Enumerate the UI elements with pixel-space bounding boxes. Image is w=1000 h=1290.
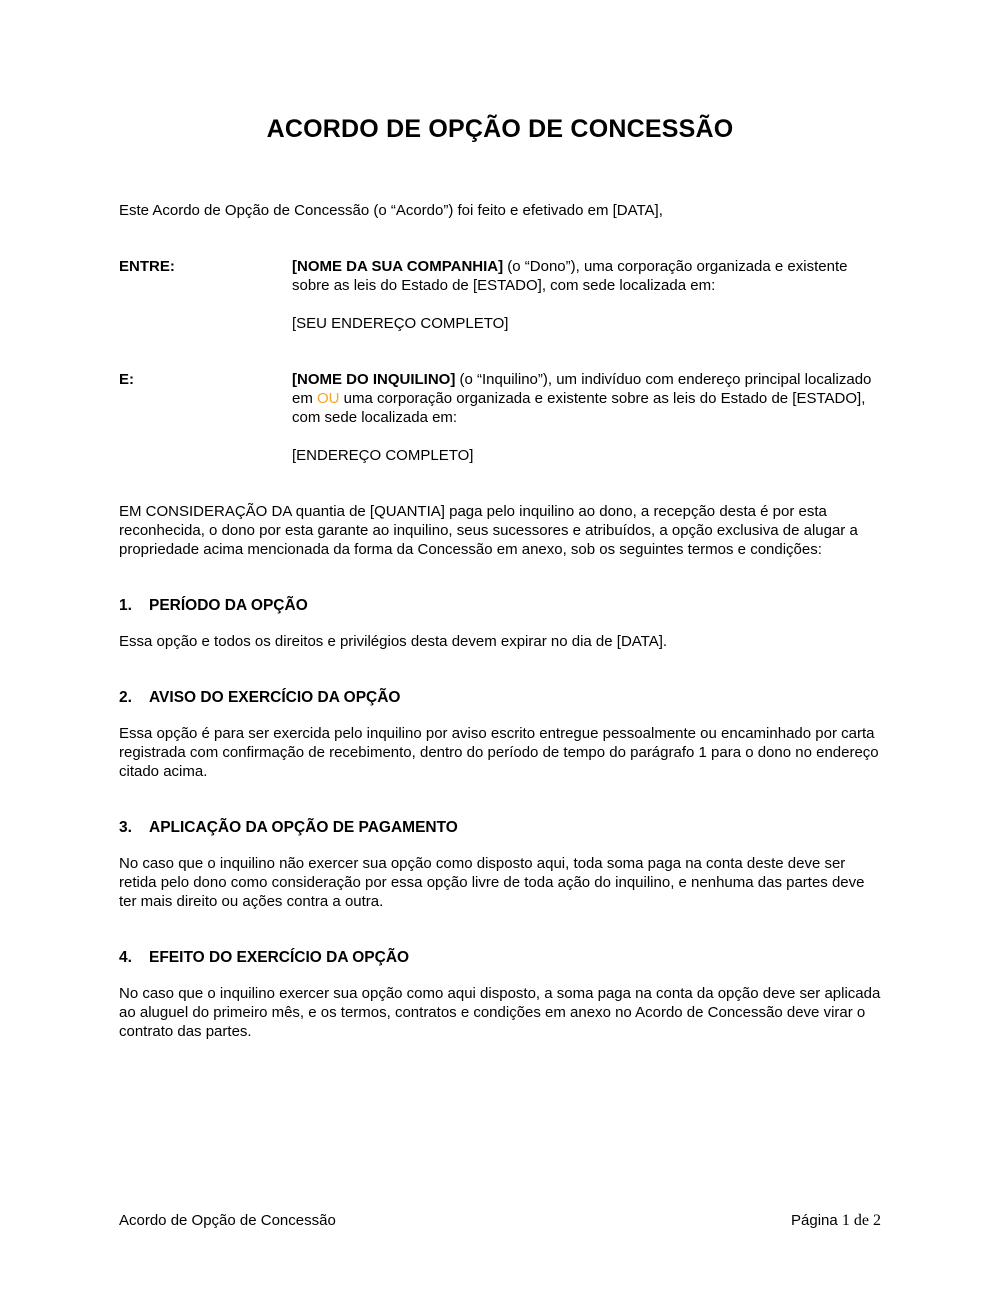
- section-4-title: EFEITO DO EXERCÍCIO DA OPÇÃO: [149, 949, 410, 966]
- party-description: [292, 370, 881, 427]
- section-4-heading: [119, 948, 881, 967]
- intro-paragraph: Este Acordo de Opção de Concessão (o “Acordo”) foi feito e efetivado em [DATA],: [119, 202, 663, 219]
- section-3-title: APLICAÇÃO DA OPÇÃO DE PAGAMENTO: [149, 819, 458, 836]
- tenant-name-placeholder: [NOME DO INQUILINO]: [292, 371, 456, 388]
- section-4-number: 4.: [119, 949, 132, 966]
- ou-highlight: OU: [317, 390, 340, 407]
- party-block-entre: [119, 257, 881, 333]
- section-1-heading: [119, 596, 881, 615]
- party-block-e: [119, 370, 881, 465]
- section-1-title: PERÍODO DA OPÇÃO: [149, 597, 308, 614]
- party-label-e: E:: [119, 371, 134, 388]
- section-2-heading: [119, 688, 881, 707]
- party-description-text: (o “Dono”), uma corporação organizada e existente sobre as leis do Estado de [ESTADO], com sede localizada em:: [292, 258, 848, 294]
- party-content-entre: [292, 257, 881, 333]
- section-3-number: 3.: [119, 819, 132, 836]
- tenant-address-placeholder: [ENDEREÇO COMPLETO]: [292, 447, 474, 464]
- party-description: [292, 257, 881, 295]
- footer-page-label: Página: [791, 1212, 838, 1229]
- section-3-heading: [119, 818, 881, 837]
- section-2-body: Essa opção é para ser exercida pelo inquilino por aviso escrito entregue pessoalmente ou encaminhado por carta registrada com confirmação de recebimento, dentro do período de tempo do parágrafo 1 para o dono no endereço citado acima.: [119, 725, 879, 780]
- consideration-paragraph: EM CONSIDERAÇÃO DA quantia de [QUANTIA] paga pelo inquilino ao dono, a recepção desta é por esta reconhecida, o dono por esta garante ao inquilino, seus sucessores e atribuídos, a opção exclusiva de alugar a propriedade acima mencionada da forma da Concessão em anexo, sob os seguintes termos e condições:: [119, 503, 858, 558]
- section-1-body: Essa opção e todos os direitos e privilégios desta devem expirar no dia de [DATA].: [119, 633, 668, 650]
- section-3: [119, 818, 881, 911]
- page-footer: [119, 1211, 881, 1230]
- footer-page-value: 1 de 2: [841, 1212, 881, 1229]
- section-4: [119, 948, 881, 1041]
- footer-document-name: Acordo de Opção de Concessão: [119, 1212, 336, 1229]
- party-label-entre: ENTRE:: [119, 258, 175, 275]
- section-1: [119, 596, 881, 651]
- company-name-placeholder: [NOME DA SUA COMPANHIA]: [292, 258, 504, 275]
- document-title: ACORDO DE OPÇÃO DE CONCESSÃO: [266, 115, 734, 143]
- party-description-text-1: (o “Inquilino”), um indivíduo com endereço principal localizado em: [292, 371, 872, 407]
- section-3-body: No caso que o inquilino não exercer sua opção como disposto aqui, toda soma paga na conta deste deve ser retida pelo dono como consideração por essa opção livre de toda ação do inquilino, e nenhuma das partes deve ter mais direito ou ações contra a outra.: [119, 855, 865, 910]
- owner-address-placeholder: [SEU ENDEREÇO COMPLETO]: [292, 315, 509, 332]
- party-content-e: [292, 370, 881, 465]
- section-2: [119, 688, 881, 781]
- footer-page-number: [791, 1211, 881, 1230]
- party-description-text-2: uma corporação organizada e existente sobre as leis do Estado de [ESTADO], com sede localizada em:: [292, 390, 866, 426]
- section-4-body: No caso que o inquilino exercer sua opção como aqui disposto, a soma paga na conta da opção deve ser aplicada ao aluguel do primeiro mês, e os termos, contratos e condições em anexo no Acordo de Concessão deve virar o contrato das partes.: [119, 985, 881, 1040]
- section-2-title: AVISO DO EXERCÍCIO DA OPÇÃO: [149, 689, 401, 706]
- section-2-number: 2.: [119, 689, 132, 706]
- section-1-number: 1.: [119, 597, 132, 614]
